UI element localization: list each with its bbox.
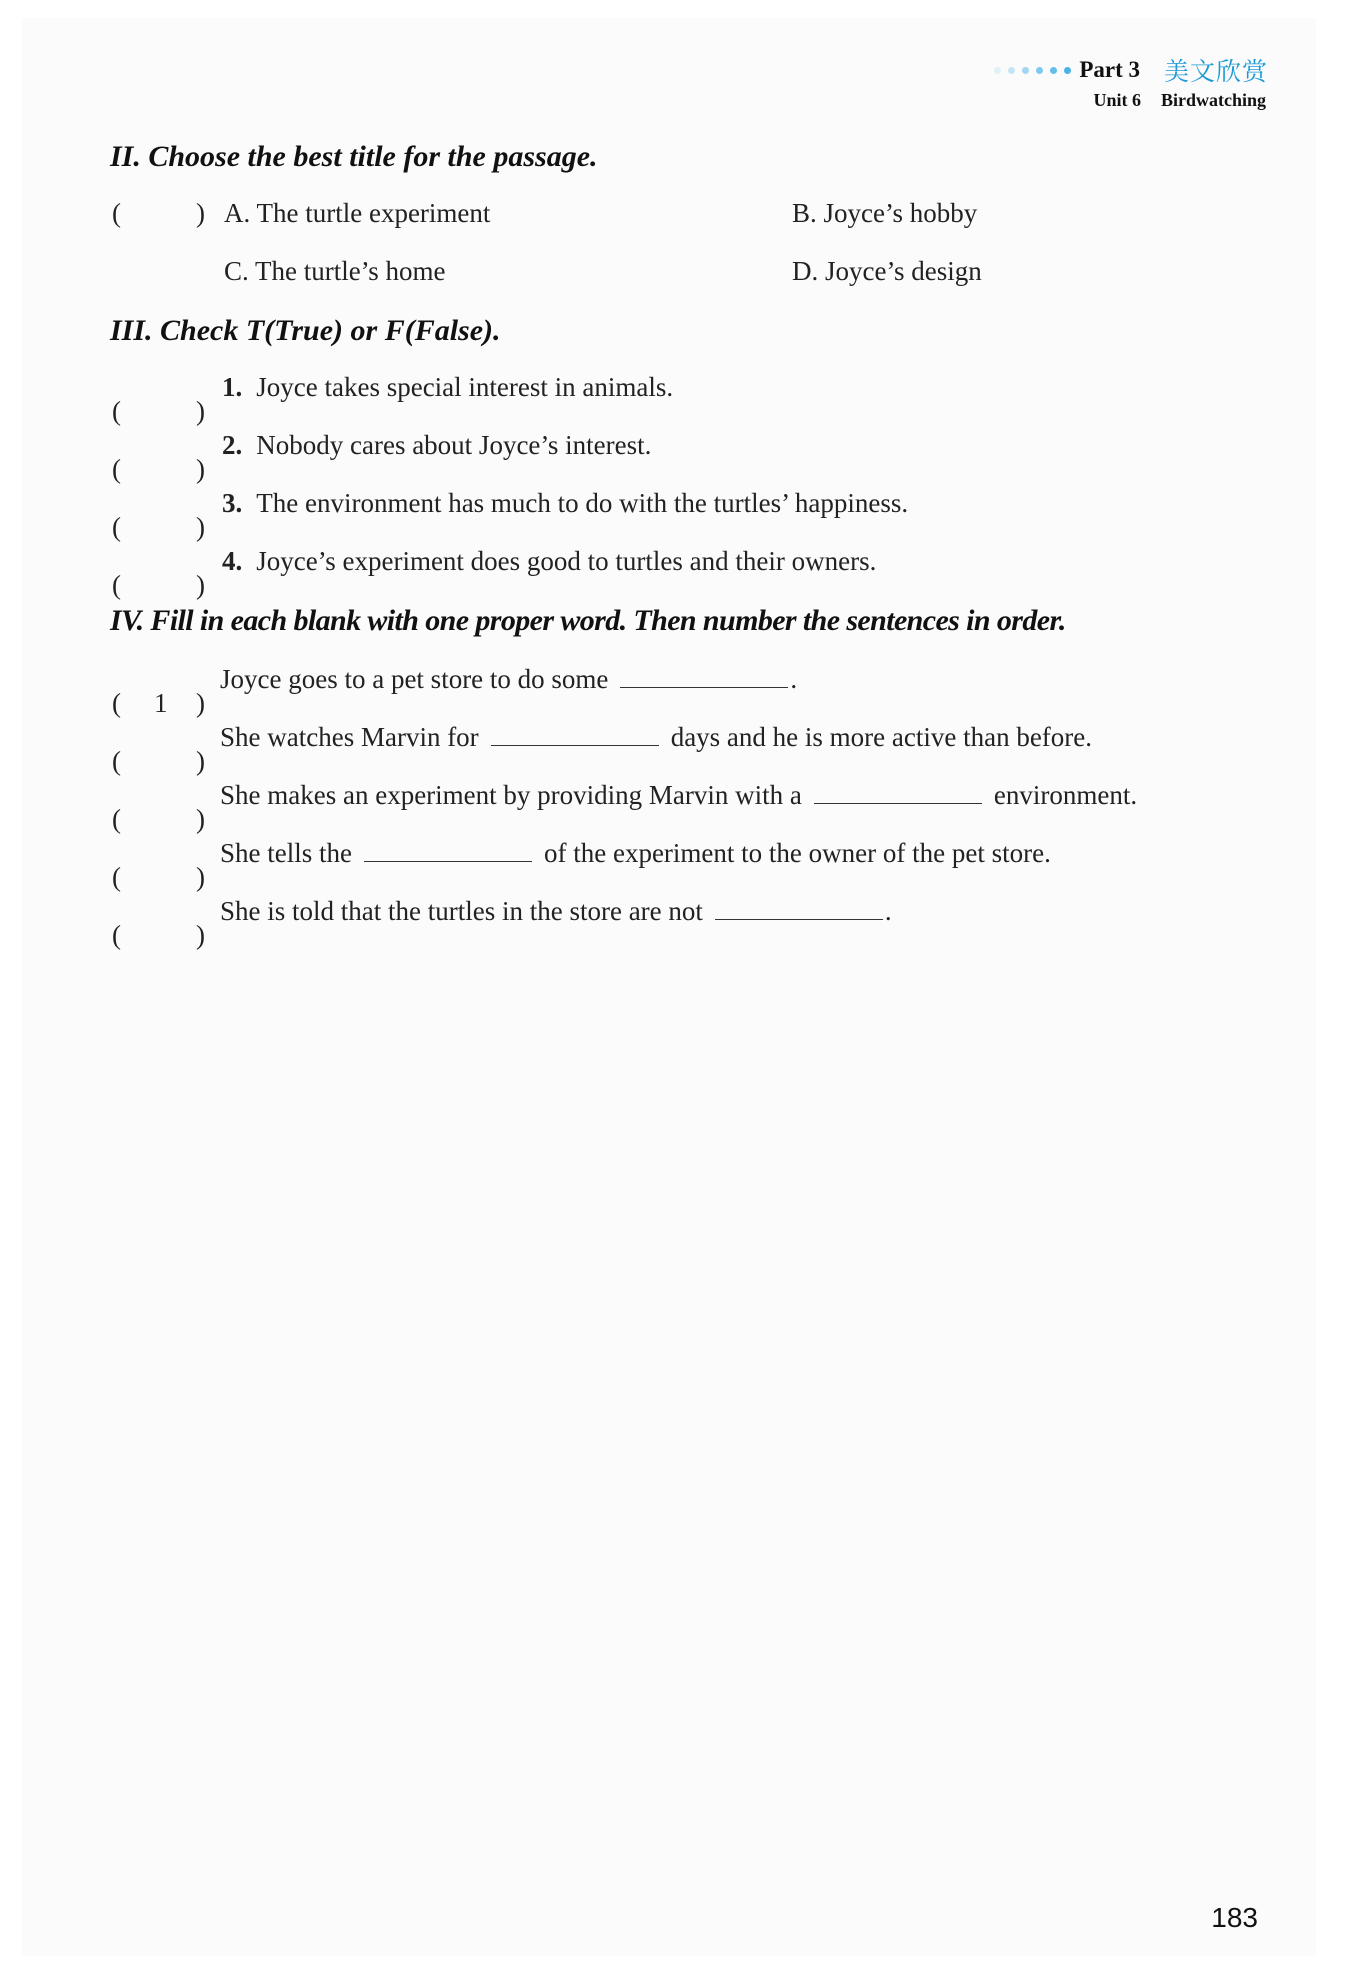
- section-4-title: IV. Fill in each blank with one proper word. Then number the sentences in order.: [110, 604, 1066, 637]
- tf-item: ( ) 2. Nobody cares about Joyce’s interest.: [112, 430, 652, 484]
- header-unit: [1093, 90, 1266, 111]
- header-part: [994, 52, 1268, 88]
- sentence-before: She makes an experiment by providing Marvin with a: [220, 780, 802, 810]
- sentence-before: She is told that the turtles in the store are not: [220, 896, 703, 926]
- fill-item: ( ) She makes an experiment by providing Marvin with a environment.: [112, 780, 1138, 834]
- sentence-after: .: [884, 896, 892, 926]
- item-text: Joyce takes special interest in animals.: [256, 372, 674, 402]
- section-3-title: III. Check T(True) or F(False).: [110, 314, 501, 347]
- blank-input[interactable]: [364, 839, 532, 862]
- part-chinese-title: 美文欣赏: [1163, 57, 1268, 86]
- option-a: A. The turtle experiment: [224, 198, 491, 228]
- blank-input[interactable]: [814, 781, 982, 804]
- item-text: Nobody cares about Joyce’s interest.: [256, 430, 652, 460]
- fill-item: ( ) She tells the of the experiment to the owner of the pet store.: [112, 838, 1051, 892]
- section-2-title: II. Choose the best title for the passage.: [110, 140, 598, 173]
- option-c: C. The turtle’s home: [224, 256, 446, 286]
- sentence-before: Joyce goes to a pet store to do some: [220, 664, 609, 694]
- decorative-dots: [994, 67, 1071, 74]
- unit-label: Unit 6: [1093, 90, 1141, 110]
- fill-item: ( ) She is told that the turtles in the store are not .: [112, 896, 892, 950]
- sentence-after: environment.: [993, 780, 1138, 810]
- page-number: 183: [1211, 1902, 1258, 1933]
- item-number: 1.: [222, 372, 243, 402]
- sentence-after: days and he is more active than before.: [670, 722, 1093, 752]
- sentence-after: .: [790, 664, 798, 694]
- page: [22, 18, 1316, 1956]
- item-text: The environment has much to do with the turtles’ happiness.: [256, 488, 909, 518]
- part-label: Part 3: [1079, 57, 1140, 82]
- item-number: 2.: [222, 430, 243, 460]
- item-text: Joyce’s experiment does good to turtles and their owners.: [256, 546, 877, 576]
- item-number: 4.: [222, 546, 243, 576]
- blank-input[interactable]: [715, 897, 883, 920]
- sentence-before: She watches Marvin for: [220, 722, 479, 752]
- item-number: 3.: [222, 488, 243, 518]
- tf-item: ( ) 1. Joyce takes special interest in animals.: [112, 372, 674, 426]
- option-d: D. Joyce’s design: [792, 256, 982, 286]
- unit-title: Birdwatching: [1160, 90, 1266, 110]
- option-b: B. Joyce’s hobby: [792, 198, 978, 228]
- fill-item: ( ) She watches Marvin for days and he is more active than before.: [112, 722, 1093, 776]
- fill-item: ( 1 ) Joyce goes to a pet store to do some .: [112, 664, 798, 718]
- tf-item: ( ) 4. Joyce’s experiment does good to turtles and their owners.: [112, 546, 877, 600]
- sentence-before: She tells the: [220, 838, 352, 868]
- blank-input[interactable]: [620, 665, 788, 688]
- tf-item: ( ) 3. The environment has much to do with the turtles’ happiness.: [112, 488, 909, 542]
- blank-input[interactable]: [491, 723, 659, 746]
- sentence-after: of the experiment to the owner of the pet store.: [543, 838, 1051, 868]
